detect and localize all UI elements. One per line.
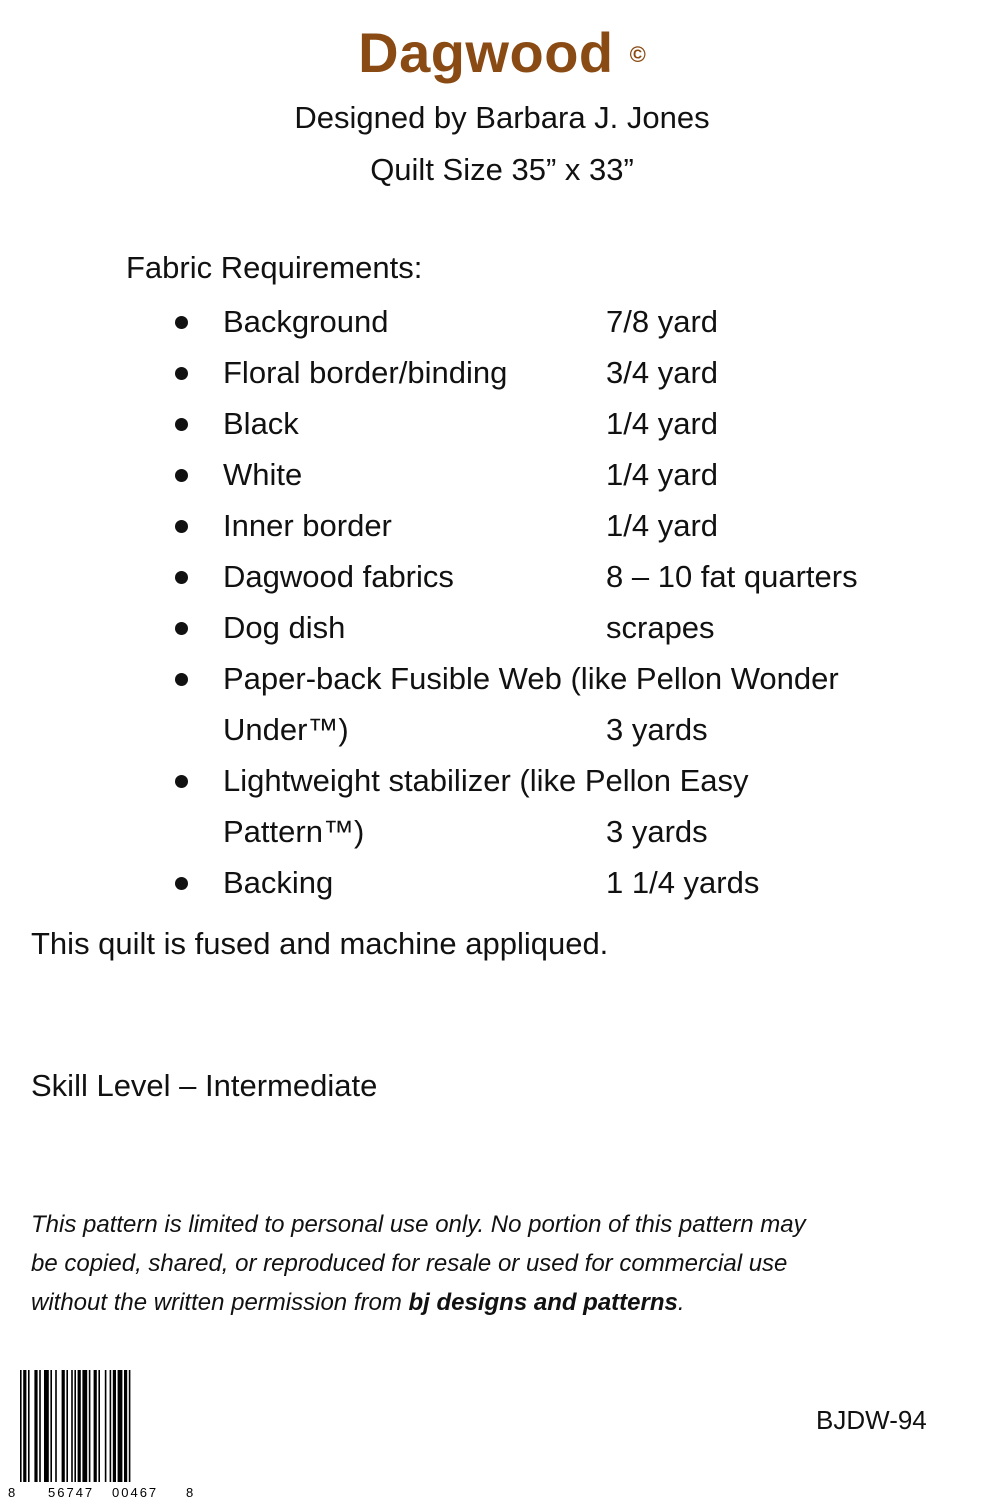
skill-level: Skill Level – Intermediate xyxy=(31,1068,378,1103)
fabric-quantity: 3 yards xyxy=(606,814,708,849)
fabric-quantity: 1 1/4 yards xyxy=(606,865,760,900)
bullet-icon xyxy=(175,571,188,584)
barcode-bar xyxy=(20,1370,22,1482)
barcode-bar xyxy=(50,1370,52,1482)
fabric-name: White xyxy=(223,457,303,492)
bullet-icon xyxy=(175,316,188,329)
bullet-icon xyxy=(175,367,188,380)
fabric-name: Backing xyxy=(223,865,334,900)
barcode-bar xyxy=(129,1370,131,1482)
list-item xyxy=(172,857,952,908)
barcode-bar xyxy=(39,1370,41,1482)
barcode-bars xyxy=(20,1370,130,1482)
construction-note: This quilt is fused and machine appliqued. xyxy=(31,926,609,961)
barcode-bar xyxy=(71,1370,73,1482)
barcode-bar xyxy=(118,1370,123,1482)
bullet-icon xyxy=(175,622,188,635)
barcode-bar xyxy=(66,1370,68,1482)
title-row xyxy=(0,20,1004,85)
barcode-bar xyxy=(105,1370,107,1482)
bullet-icon xyxy=(175,469,188,482)
fabric-quantity: 3/4 yard xyxy=(606,355,719,390)
barcode-bar xyxy=(23,1370,26,1482)
fabric-quantity: 1/4 yard xyxy=(606,457,719,492)
fabric-name: Black xyxy=(223,406,299,441)
list-item xyxy=(172,347,952,398)
fabric-quantity: 8 – 10 fat quarters xyxy=(606,559,858,594)
copyright-line-text: without the written permission from xyxy=(31,1289,409,1316)
bullet-icon xyxy=(175,775,188,788)
barcode-bar xyxy=(124,1370,127,1482)
fabric-name: Background xyxy=(223,304,389,339)
barcode-bar xyxy=(28,1370,30,1482)
barcode-left-digits: 56747 xyxy=(48,1485,95,1500)
barcode-bar xyxy=(94,1370,97,1482)
barcode-bar xyxy=(62,1370,65,1482)
designer-credit: Designed by Barbara J. Jones xyxy=(294,100,710,135)
barcode-bar xyxy=(44,1370,49,1482)
barcode-first-digit: 8 xyxy=(8,1485,16,1500)
brand-name: bj designs and patterns xyxy=(408,1289,678,1316)
barcode-bar xyxy=(55,1370,57,1482)
fabric-requirements-heading: Fabric Requirements: xyxy=(126,250,423,285)
fabric-name-line1: Lightweight stabilizer (like Pellon Easy xyxy=(223,763,749,798)
fabric-quantity: 7/8 yard xyxy=(606,304,719,339)
fabric-quantity: scrapes xyxy=(606,610,715,645)
barcode-bar xyxy=(110,1370,112,1482)
fabric-name: Pattern™) xyxy=(223,814,365,849)
barcode-bar xyxy=(98,1370,100,1482)
fabric-name: Floral border/binding xyxy=(223,355,508,390)
copyright-line: This pattern is limited to personal use only. No portion of this pattern may xyxy=(31,1211,806,1238)
list-item xyxy=(172,653,952,755)
barcode-bar xyxy=(82,1370,87,1482)
barcode-bar xyxy=(34,1370,37,1482)
copyright-notice xyxy=(31,1205,961,1322)
barcode-bar xyxy=(78,1370,81,1482)
list-item xyxy=(172,602,952,653)
fabric-quantity: 3 yards xyxy=(606,712,708,747)
bullet-icon xyxy=(175,520,188,533)
bullet-icon xyxy=(175,877,188,890)
barcode-bar xyxy=(89,1370,91,1482)
fabric-name-line1: Paper-back Fusible Web (like Pellon Wonder xyxy=(223,661,839,696)
fabric-quantity: 1/4 yard xyxy=(606,406,719,441)
quilt-size: Quilt Size 35” x 33” xyxy=(370,152,634,187)
barcode-bar xyxy=(113,1370,116,1482)
copyright-line: be copied, shared, or reproduced for resale or used for commercial use xyxy=(31,1250,788,1277)
list-item xyxy=(172,296,952,347)
copyright-mark: © xyxy=(629,42,646,67)
fabric-name: Dog dish xyxy=(223,610,346,645)
list-item xyxy=(172,755,952,857)
fabric-requirements-list xyxy=(172,296,952,908)
fabric-quantity: 1/4 yard xyxy=(606,508,719,543)
barcode-bar xyxy=(74,1370,76,1482)
list-item xyxy=(172,398,952,449)
fabric-name: Dagwood fabrics xyxy=(223,559,454,594)
list-item xyxy=(172,500,952,551)
barcode-last-digit: 8 xyxy=(186,1485,194,1500)
list-item xyxy=(172,551,952,602)
page-title: Dagwood xyxy=(358,21,614,84)
fabric-name: Under™) xyxy=(223,712,349,747)
list-item xyxy=(172,449,952,500)
product-code: BJDW-94 xyxy=(816,1405,927,1435)
fabric-name: Inner border xyxy=(223,508,392,543)
barcode-right-digits: 00467 xyxy=(112,1485,159,1500)
bullet-icon xyxy=(175,418,188,431)
copyright-line-end: . xyxy=(677,1289,685,1316)
bullet-icon xyxy=(175,673,188,686)
barcode xyxy=(8,1368,198,1500)
copyright-line xyxy=(31,1283,961,1322)
